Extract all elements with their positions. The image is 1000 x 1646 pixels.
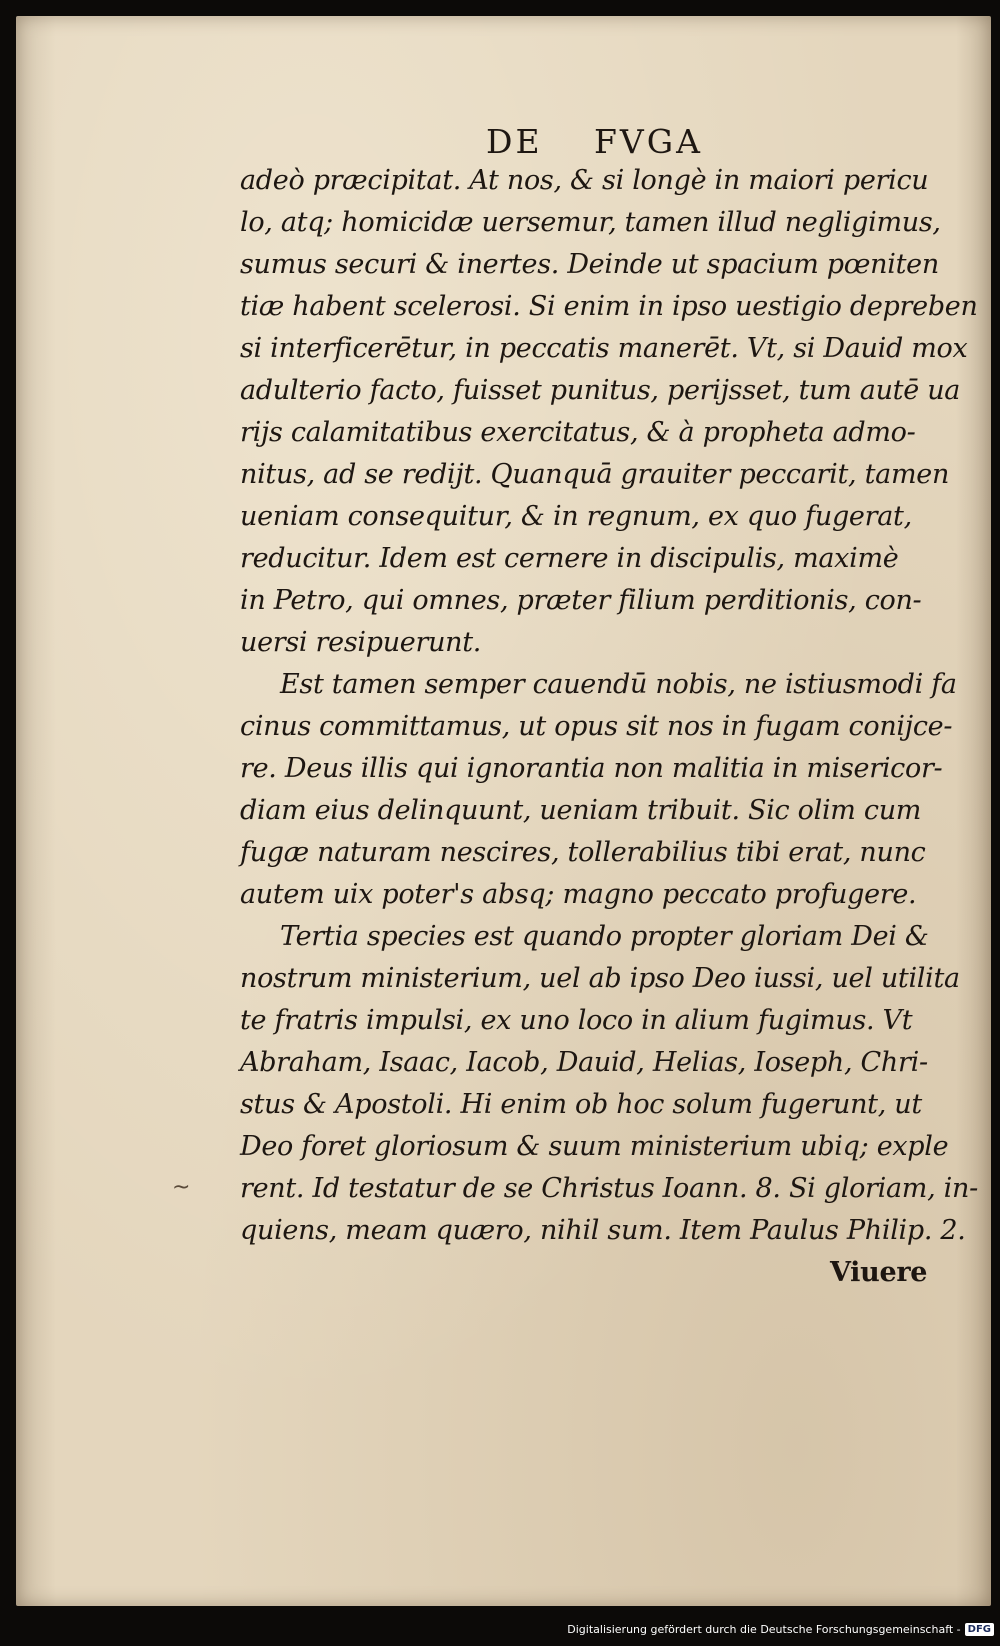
running-header: DE FVGA [486, 122, 703, 161]
text-line: adeò præcipitat. At nos, & si longè in maiori pericu [240, 165, 929, 196]
paragraph-start-line: Tertia species est quando propter gloriam Dei & [280, 921, 929, 952]
text-line: rent. Id testatur de se Christus Ioann. 8. Si gloriam, in- [240, 1173, 978, 1204]
text-line: quiens, meam quæro, nihil sum. Item Paulus Philip. 2. [240, 1215, 966, 1246]
margin-mark: ~ [172, 1175, 191, 1200]
text-line: ueniam consequitur, & in regnum, ex quo fugerat, [240, 501, 912, 532]
text-line: uersi resipuerunt. [240, 627, 482, 658]
text-line: Deo foret gloriosum & suum ministerium ubiq; exple [240, 1131, 949, 1162]
text-line: nostrum ministerium, uel ab ipso Deo iussi, uel utilita [240, 963, 960, 994]
text-line: re. Deus illis qui ignorantia non malitia in misericor- [240, 753, 943, 784]
catchword: Viuere [830, 1257, 928, 1288]
footer-text: Digitalisierung gefördert durch die Deutsche Forschungsgemeinschaft - [567, 1622, 961, 1636]
text-line: cinus committamus, ut opus sit nos in fugam conijce- [240, 711, 953, 742]
text-line: autem uix poter's absq; magno peccato profugere. [240, 879, 917, 910]
text-line: lo, atq; homicidæ uersemur, tamen illud negligimus, [240, 207, 941, 238]
text-line: fugæ naturam nescires, tollerabilius tibi erat, nunc [240, 837, 926, 868]
text-line: sumus securi & inertes. Deinde ut spacium pœniten [240, 249, 939, 280]
paragraph-start-line: Est tamen semper cauendū nobis, ne istiusmodi fa [280, 669, 957, 700]
text-line: stus & Apostoli. Hi enim ob hoc solum fugerunt, ut [240, 1089, 922, 1120]
text-line: Abraham, Isaac, Iacob, Dauid, Helias, Ioseph, Chri- [240, 1047, 928, 1078]
text-line: adulterio facto, fuisset punitus, perijsset, tum autē ua [240, 375, 961, 406]
body-text [240, 160, 978, 1294]
text-line: reducitur. Idem est cernere in discipulis, maximè [240, 543, 899, 574]
text-line: diam eius delinquunt, ueniam tribuit. Sic olim cum [240, 795, 922, 826]
text-line: tiæ habent scelerosi. Si enim in ipso uestigio depreben [240, 291, 978, 322]
text-line: si interficerētur, in peccatis manerēt. Vt, si Dauid mox [240, 333, 968, 364]
text-line: in Petro, qui omnes, præter filium perditionis, con- [240, 585, 922, 616]
digitization-footer [567, 1616, 994, 1642]
text-line: rijs calamitatibus exercitatus, & à propheta admo- [240, 417, 916, 448]
text-line: te fratris impulsi, ex uno loco in alium fugimus. Vt [240, 1005, 913, 1036]
text-line: nitus, ad se redijt. Quanquā grauiter peccarit, tamen [240, 459, 950, 490]
dfg-logo: DFG [965, 1623, 994, 1636]
